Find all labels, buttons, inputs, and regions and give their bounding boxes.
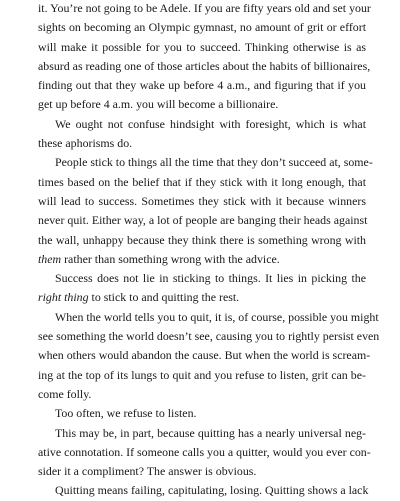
text-line: absurd as reading one of those articles about the habits of billionaires, [38, 58, 371, 73]
text-line: will lead to success. Sometimes they stick with it because winners [38, 193, 366, 208]
text-span: rather than something wrong with the advice. [61, 251, 280, 266]
text-line: ing at the top of its lungs to quit and you refuse to listen, grit can be- [38, 367, 366, 382]
text-line: finding out that they wake up before 4 a.m., and figuring that if you [38, 78, 366, 93]
text-span: When the world tells you to quit, it is, of course, possible you might [55, 309, 379, 324]
text-line: ative connotation. If someone calls you a quitter, would you ever con- [38, 444, 371, 459]
italic-emphasis: them [38, 251, 62, 266]
text-line: People stick to things all the time that they don’t succeed at, some- [55, 155, 373, 170]
text-line: see something the world doesn’t see, causing you to rightly persist even [38, 329, 380, 344]
text-line: will make it possible for you to succeed. Thinking otherwise is as [38, 39, 366, 54]
text-line [38, 288, 366, 307]
text-line: when others would abandon the cause. But when the world is scream- [38, 348, 371, 363]
text-line: the wall, unhappy because they think there is something wrong with [38, 232, 366, 247]
text-line: it. You’re not going to be Adele. If you are fifty years old and set your [38, 1, 371, 15]
text-line: Success does not lie in sticking to things. It lies in picking the [55, 271, 366, 286]
text-line: Quitting means failing, capitulating, losing. Quitting shows a lack [55, 483, 369, 498]
text-line: these aphorisms do. [38, 136, 133, 151]
text-line: This may be, in part, because quitting has a nearly universal neg- [55, 425, 366, 440]
text-line: sider it a compliment? The answer is obvious. [38, 464, 257, 479]
text-line [38, 308, 379, 327]
text-line: times based on the belief that if they stick with it long enough, that [38, 174, 366, 189]
text-line: get up before 4 a.m. you will become a billionaire. [38, 97, 279, 112]
text-line: never quit. Either way, a lot of people are banging their heads against [38, 213, 368, 228]
text-line: sights on becoming an Olympic gymnast, no amount of grit or effort [38, 20, 366, 35]
body-text [38, 0, 380, 501]
text-line: Too often, we refuse to listen. [55, 406, 197, 421]
text-line: come folly. [38, 386, 92, 401]
italic-emphasis: right thing [38, 290, 89, 305]
text-line [38, 250, 366, 269]
text-line: We ought not confuse hindsight with foresight, which is what [55, 116, 366, 131]
text-span: to stick to and quitting the rest. [88, 290, 240, 305]
